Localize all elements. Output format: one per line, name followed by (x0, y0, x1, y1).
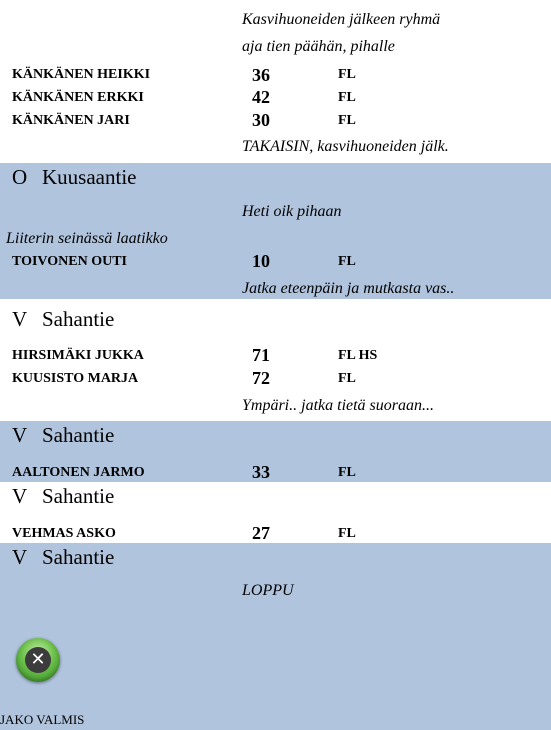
delivery-code: FL (338, 526, 356, 541)
house-number: 10 (252, 251, 270, 271)
delivery-code: FL (338, 254, 356, 269)
delivery-code: FL (338, 113, 356, 128)
delivery-code: FL (338, 465, 356, 480)
house-number: 42 (252, 87, 270, 107)
route-note: Heti oik pihaan (242, 203, 342, 220)
route-note: TAKAISIN, kasvihuoneiden jälk. (242, 138, 449, 155)
house-number: 30 (252, 110, 270, 130)
street-header (12, 165, 136, 190)
close-button[interactable] (16, 638, 60, 682)
street-direction: O (12, 165, 28, 189)
recipient-name[interactable]: VEHMAS ASKO (12, 526, 116, 541)
status-footer: JAKO VALMIS (0, 712, 85, 727)
route-end-note: LOPPU (242, 582, 294, 599)
street-header (12, 307, 114, 332)
recipient-name[interactable]: AALTONEN JARMO (12, 465, 145, 480)
street-direction: V (12, 423, 28, 447)
house-number: 72 (252, 368, 270, 388)
street-direction: V (12, 307, 28, 331)
street-name: Sahantie (42, 484, 115, 508)
delivery-code: FL (338, 67, 356, 82)
recipient-name[interactable]: TOIVONEN OUTI (12, 254, 127, 269)
house-number: 33 (252, 462, 270, 482)
close-icon: ✕ (25, 647, 51, 673)
section-band-sahantie-4 (0, 543, 551, 730)
house-number: 71 (252, 345, 270, 365)
street-name: Kuusaantie (42, 165, 137, 189)
street-name: Sahantie (42, 423, 115, 447)
recipient-name[interactable]: KUUSISTO MARJA (12, 371, 139, 386)
recipient-name[interactable]: KÄNKÄNEN HEIKKI (12, 67, 151, 82)
route-note: aja tien päähän, pihalle (242, 38, 395, 55)
street-direction: V (12, 484, 28, 508)
delivery-code: FL (338, 371, 356, 386)
recipient-name[interactable]: HIRSIMÄKI JUKKA (12, 348, 144, 363)
street-name: Sahantie (42, 545, 115, 569)
street-header (12, 484, 114, 509)
route-note: Jatka eteenpäin ja mutkasta vas.. (242, 280, 455, 297)
route-note: Ympäri.. jatka tietä suoraan... (242, 397, 435, 414)
street-direction: V (12, 545, 28, 569)
street-header (12, 423, 114, 448)
route-note: Liiterin seinässä laatikko (6, 230, 168, 247)
house-number: 36 (252, 65, 270, 85)
recipient-name[interactable]: KÄNKÄNEN ERKKI (12, 90, 144, 105)
route-note: Kasvihuoneiden jälkeen ryhmä (242, 11, 441, 28)
delivery-code: FL (338, 90, 356, 105)
street-header (12, 545, 114, 570)
house-number: 27 (252, 523, 270, 543)
recipient-name[interactable]: KÄNKÄNEN JARI (12, 113, 130, 128)
delivery-code: FL HS (338, 348, 378, 363)
street-name: Sahantie (42, 307, 115, 331)
